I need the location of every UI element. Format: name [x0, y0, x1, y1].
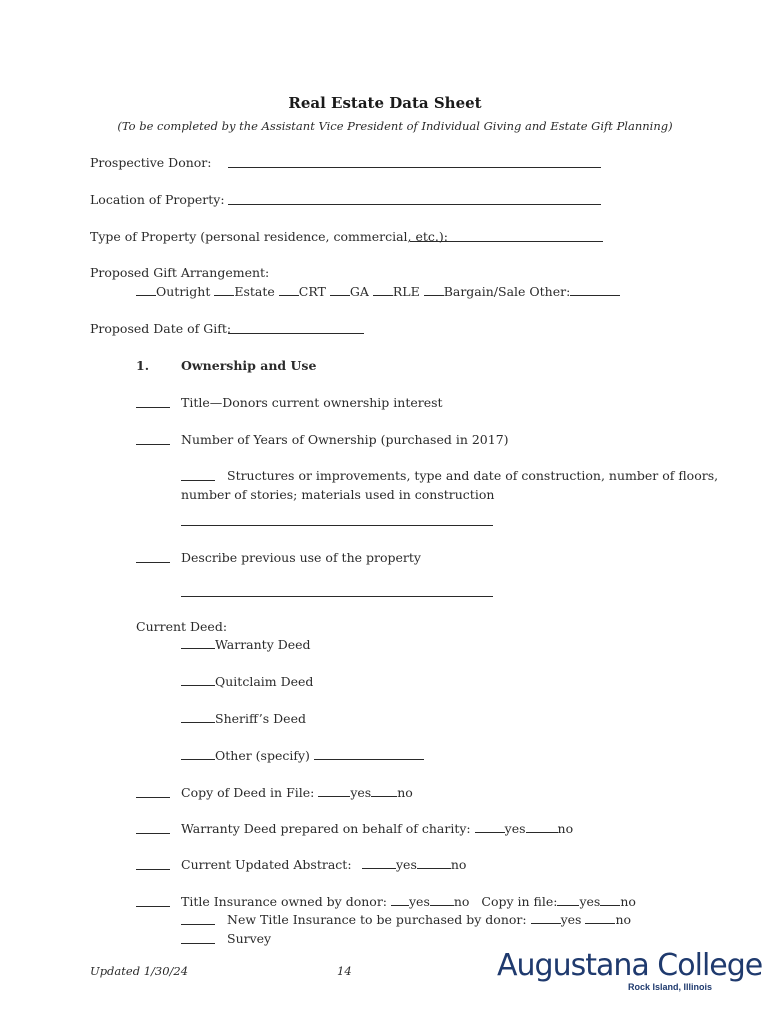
type-label: Type of Property (personal residence, commercial, etc.):: [90, 229, 448, 244]
check-title[interactable]: [136, 396, 170, 408]
structures-line2: number of stories; materials used in construction: [181, 487, 495, 502]
nti-yes: yes: [560, 912, 582, 927]
check-copy-deed[interactable]: [136, 786, 170, 798]
donor-label: Prospective Donor:: [90, 155, 212, 170]
nti-yes-field[interactable]: [531, 912, 561, 924]
deed-warranty-row: [181, 637, 311, 652]
copy-deed-no-field[interactable]: [371, 785, 397, 797]
check-years[interactable]: [136, 433, 170, 445]
gift-date-label: Proposed Date of Gift:: [90, 321, 232, 336]
deed-other: Other (specify): [215, 748, 310, 763]
footer-updated: Updated 1/30/24: [90, 964, 189, 978]
cif-no: no: [620, 894, 636, 909]
section-number: 1.: [136, 358, 150, 373]
option-estate: Estate: [234, 284, 275, 299]
title-item: Title—Donors current ownership interest: [181, 395, 443, 410]
previous-use-item: Describe previous use of the property: [181, 550, 421, 565]
abstract-no: no: [450, 857, 467, 872]
check-survey[interactable]: [181, 932, 215, 944]
check-abstract[interactable]: [136, 858, 170, 870]
warranty-no-field[interactable]: [526, 821, 558, 833]
nti-no: no: [615, 912, 632, 927]
check-new-title-insurance[interactable]: [181, 913, 215, 925]
copy-deed-row: [181, 785, 413, 800]
warranty-yes-field[interactable]: [475, 821, 505, 833]
abstract-options: [362, 857, 466, 872]
cif-yes-field[interactable]: [557, 894, 579, 906]
option-ga: GA: [349, 284, 369, 299]
ti-no-field[interactable]: [430, 894, 454, 906]
deed-other-row: [181, 748, 424, 763]
checkbox-bargain[interactable]: [424, 284, 444, 296]
option-bargain: Bargain/Sale Other:: [443, 284, 571, 299]
checkbox-outright[interactable]: [136, 284, 156, 296]
page-subtitle: (To be completed by the Assistant Vice President of Individual Giving and Estate Gift Planning): [117, 119, 673, 133]
location-label: Location of Property:: [90, 192, 225, 207]
other-field[interactable]: [570, 284, 620, 296]
copy-deed-yes-field[interactable]: [318, 785, 350, 797]
cif-yes: yes: [579, 894, 601, 909]
abstract-no-field[interactable]: [417, 857, 451, 869]
option-crt: CRT: [298, 284, 326, 299]
survey-label: Survey: [227, 931, 272, 946]
copy-deed-label: Copy of Deed in File:: [181, 785, 315, 800]
check-quitclaim[interactable]: [181, 674, 215, 686]
option-rle: RLE: [392, 284, 420, 299]
check-structures[interactable]: [181, 469, 215, 481]
nti-no-field[interactable]: [585, 912, 615, 924]
donor-field[interactable]: [228, 156, 601, 168]
check-warranty[interactable]: [181, 637, 215, 649]
new-title-insurance-label: New Title Insurance to be purchased by donor:: [227, 912, 527, 927]
new-title-insurance-row: [227, 912, 631, 927]
current-deed-label: Current Deed:: [136, 619, 228, 634]
page-title: Real Estate Data Sheet: [288, 94, 482, 112]
structures-field[interactable]: [181, 514, 493, 526]
gift-arrangement-label: Proposed Gift Arrangement:: [90, 265, 270, 280]
warranty-yes: yes: [504, 821, 526, 836]
check-sheriff[interactable]: [181, 711, 215, 723]
checkbox-ga[interactable]: [330, 284, 350, 296]
previous-use-field[interactable]: [181, 585, 493, 597]
copy-deed-no: no: [397, 785, 413, 800]
warranty-no: no: [557, 821, 574, 836]
location-field[interactable]: [228, 193, 601, 205]
warranty-prepared-label: Warranty Deed prepared on behalf of charity:: [181, 821, 471, 836]
ti-yes: yes: [409, 894, 430, 909]
structures-line1: Structures or improvements, type and date of construction, number of floors,: [227, 468, 719, 483]
augustana-logo: [497, 948, 762, 983]
abstract-yes: yes: [396, 857, 417, 872]
deed-quitclaim: Quitclaim Deed: [215, 674, 314, 689]
type-field[interactable]: [410, 230, 603, 242]
check-warranty-prepared[interactable]: [136, 822, 170, 834]
checkbox-rle[interactable]: [373, 284, 393, 296]
check-other[interactable]: [181, 748, 215, 760]
section-title: Ownership and Use: [181, 358, 317, 373]
page-number: 14: [337, 964, 352, 978]
ti-yes-field[interactable]: [391, 894, 409, 906]
copy-in-file-label: Copy in file:: [481, 894, 558, 909]
abstract-label: Current Updated Abstract:: [181, 857, 352, 872]
ti-no: no: [453, 894, 470, 909]
title-insurance-row: [181, 894, 636, 909]
gift-options-row: [136, 284, 620, 299]
option-outright: Outright: [156, 284, 211, 299]
logo-wordmark: Augustana College: [497, 948, 763, 983]
logo-subtext: Rock Island, Illinois: [628, 982, 713, 992]
copy-deed-yes: yes: [350, 785, 372, 800]
checkbox-estate[interactable]: [214, 284, 234, 296]
years-item: Number of Years of Ownership (purchased in 2017): [181, 432, 509, 447]
title-insurance-label: Title Insurance owned by donor:: [181, 894, 388, 909]
deed-sheriff-row: [181, 711, 306, 726]
deed-quitclaim-row: [181, 674, 313, 689]
cif-no-field[interactable]: [600, 894, 620, 906]
gift-date-field[interactable]: [228, 322, 364, 334]
abstract-yes-field[interactable]: [362, 857, 396, 869]
checkbox-crt[interactable]: [279, 284, 299, 296]
warranty-prepared-row: [181, 821, 573, 836]
deed-other-field[interactable]: [314, 748, 424, 760]
check-title-insurance[interactable]: [136, 895, 170, 907]
deed-warranty: Warranty Deed: [215, 637, 311, 652]
deed-sheriff: Sheriff’s Deed: [215, 711, 306, 726]
check-previous-use[interactable]: [136, 551, 170, 563]
